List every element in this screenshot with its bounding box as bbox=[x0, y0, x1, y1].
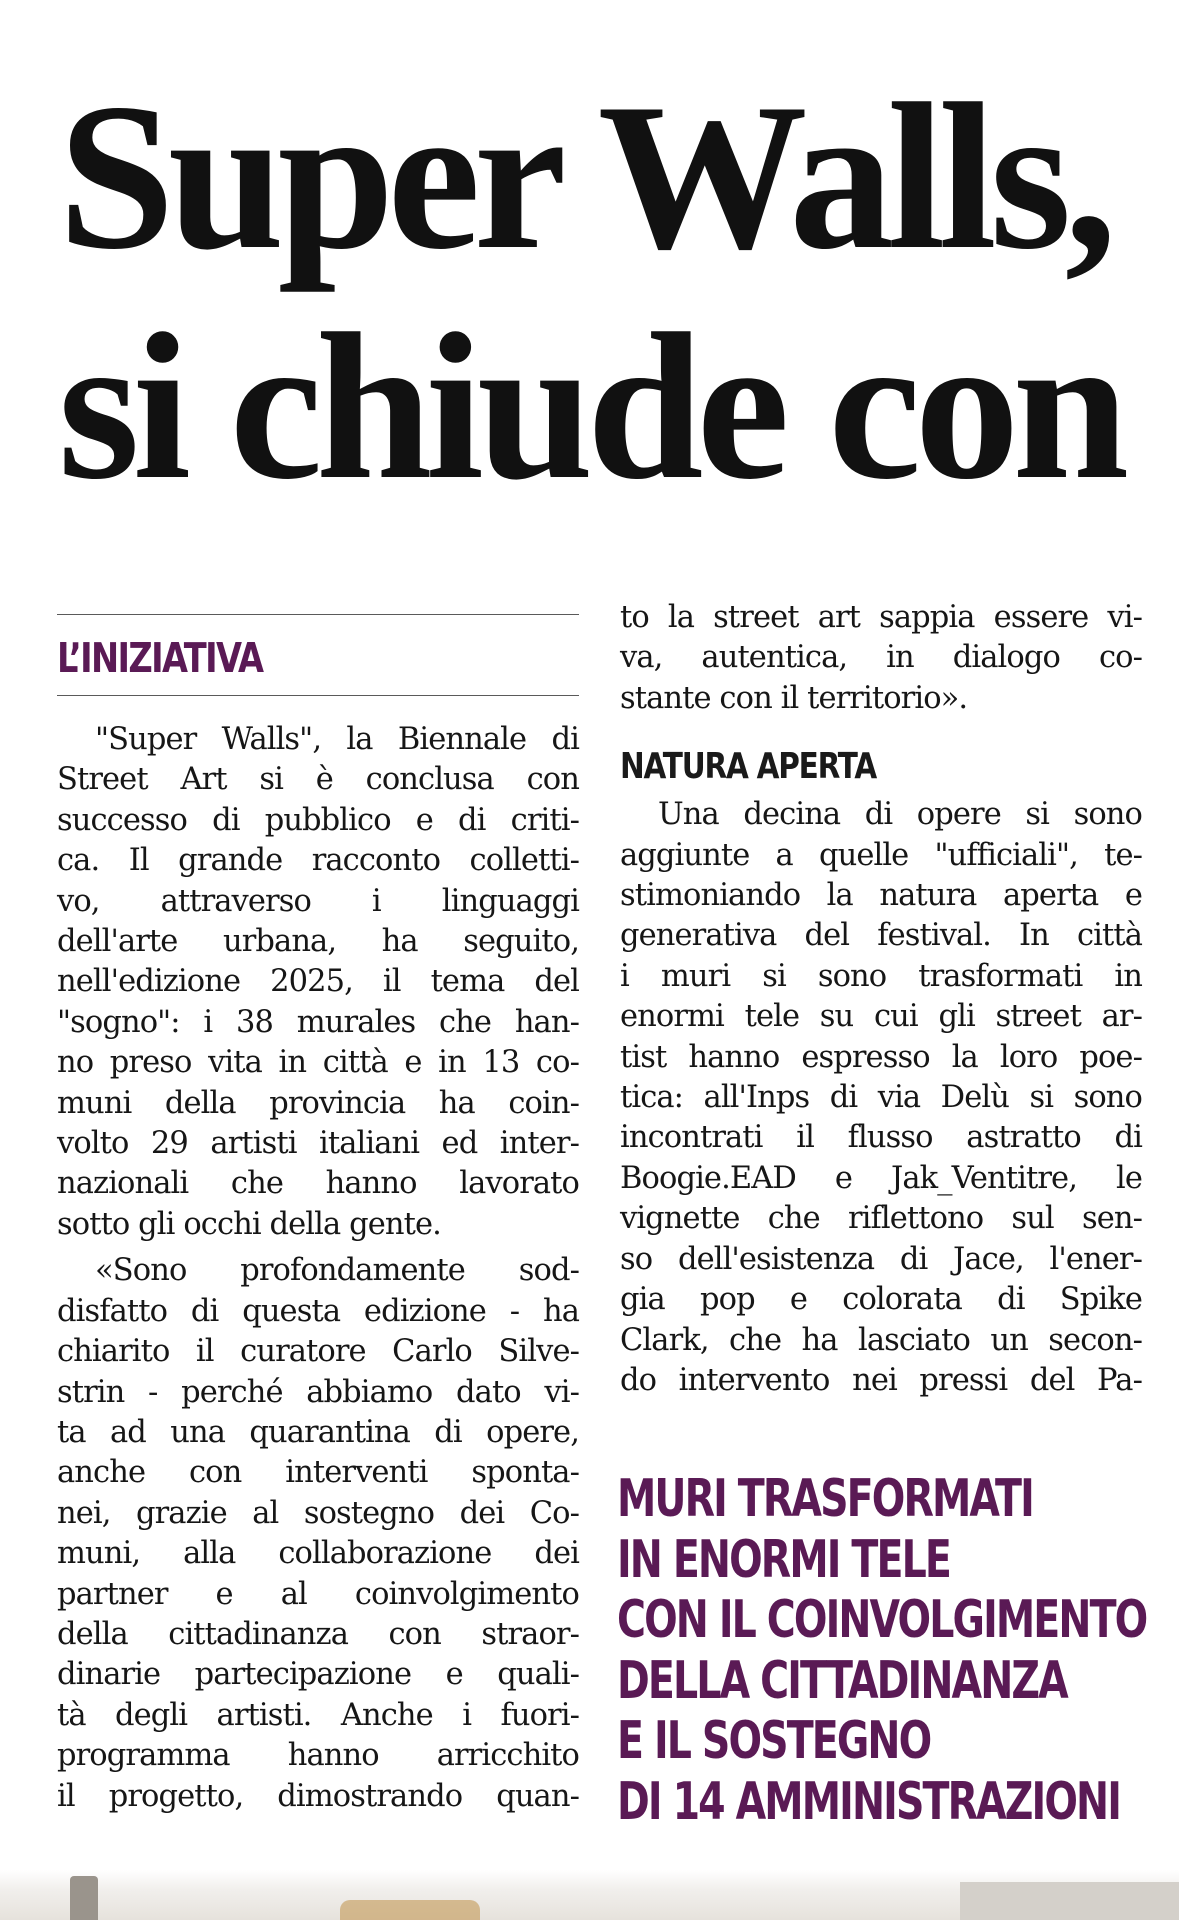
text-line: nell'edizione 2025, il tema del bbox=[57, 964, 579, 1000]
text-line: chiarito il curatore Carlo Silve- bbox=[57, 1334, 579, 1370]
text-line: enormi tele su cui gli street ar- bbox=[620, 999, 1142, 1035]
text-line: no preso vita in città e in 13 co- bbox=[57, 1045, 579, 1081]
text-line: anche con interventi sponta- bbox=[57, 1455, 579, 1491]
text-line: nazionali che hanno lavorato bbox=[57, 1166, 579, 1202]
text-line: i muri si sono trasformati in bbox=[620, 958, 1142, 994]
text-line: vo, attraverso i linguaggi bbox=[57, 883, 579, 919]
pull-quote bbox=[617, 1469, 1177, 1832]
text-line: disfatto di questa edizione - ha bbox=[57, 1293, 579, 1329]
section-rule-top bbox=[57, 614, 579, 615]
text-line: ta ad una quarantina di opere, bbox=[57, 1414, 579, 1450]
text-line: Boogie.EAD e Jak_Ventitre, le bbox=[620, 1160, 1142, 1196]
text-line: volto 29 artisti italiani ed inter- bbox=[57, 1126, 579, 1162]
text-line: ca. Il grande racconto colletti- bbox=[57, 843, 579, 879]
text-line: tica: all'Inps di via Delù si sono bbox=[620, 1080, 1142, 1116]
text-line: va, autentica, in dialogo co- bbox=[620, 640, 1142, 676]
photo-detail-wall bbox=[960, 1882, 1179, 1920]
paragraph-1 bbox=[57, 720, 579, 1245]
text-line: stimoniando la natura aperta e bbox=[620, 878, 1142, 914]
text-line: muni della provincia ha coin- bbox=[57, 1085, 579, 1121]
text-line: dinarie partecipazione e quali- bbox=[57, 1657, 579, 1693]
text-line: vignette che riflettono sul sen- bbox=[620, 1201, 1142, 1237]
subhead-natura-aperta: NATURA APERTA bbox=[620, 746, 876, 788]
text-line: partner e al coinvolgimento bbox=[57, 1576, 579, 1612]
text-line: aggiunte a quelle "ufficiali", te- bbox=[620, 837, 1142, 873]
text-line: successo di pubblico e di criti- bbox=[57, 802, 579, 838]
text-line: DELLA CITTADINANZA bbox=[617, 1650, 1067, 1711]
text-line: stante con il territorio». bbox=[620, 680, 968, 716]
photo-detail-post bbox=[70, 1876, 98, 1920]
text-line: generativa del festival. In città bbox=[620, 918, 1142, 954]
text-line: do intervento nei pressi del Pa- bbox=[620, 1362, 1142, 1398]
text-line: IN ENORMI TELE bbox=[617, 1529, 950, 1590]
article-headline bbox=[58, 62, 1179, 522]
text-line: sotto gli occhi della gente. bbox=[57, 1206, 441, 1242]
text-line: Clark, che ha lasciato un secon- bbox=[620, 1322, 1142, 1358]
text-line: della cittadinanza con straor- bbox=[57, 1616, 579, 1652]
text-line: «Sono profondamente sod- bbox=[95, 1253, 579, 1289]
text-line: E IL SOSTEGNO bbox=[617, 1711, 931, 1771]
paragraph-2 bbox=[57, 1251, 579, 1817]
text-line: "sogno": i 38 murales che han- bbox=[57, 1004, 579, 1040]
text-line: nei, grazie al sostegno dei Co- bbox=[57, 1495, 579, 1531]
text-line: so dell'esistenza di Jace, l'ener- bbox=[620, 1241, 1142, 1277]
text-line: strin - perché abbiamo dato vi- bbox=[57, 1374, 579, 1410]
headline-line-1: Super Walls, bbox=[58, 61, 1111, 293]
text-line: il progetto, dimostrando quan- bbox=[57, 1778, 579, 1814]
text-line: "Super Walls", la Biennale di bbox=[95, 722, 579, 757]
text-line: MURI TRASFORMATI bbox=[617, 1469, 1033, 1529]
photo-detail-object bbox=[340, 1900, 480, 1920]
text-line: tà degli artisti. Anche i fuori- bbox=[57, 1697, 579, 1733]
paragraph-3 bbox=[620, 795, 1142, 1401]
right-column bbox=[620, 598, 1142, 1401]
text-line: Street Art si è conclusa con bbox=[57, 762, 579, 798]
left-column bbox=[57, 614, 579, 1817]
section-label: L’INIZIATIVA bbox=[57, 634, 263, 682]
text-line: Una decina di opere si sono bbox=[658, 797, 1142, 833]
text-line: tist hanno espresso la loro poe- bbox=[620, 1039, 1142, 1075]
text-line: gia pop e colorata di Spike bbox=[620, 1282, 1142, 1318]
text-line: to la street art sappia essere vi- bbox=[620, 600, 1142, 635]
text-line: DI 14 AMMINISTRAZIONI bbox=[617, 1771, 1121, 1832]
text-line: dell'arte urbana, ha seguito, bbox=[57, 924, 579, 960]
text-line: CON IL COINVOLGIMENTO bbox=[617, 1590, 1147, 1650]
paragraph-continuation bbox=[620, 598, 1142, 719]
headline-line-2: si chiude con bbox=[58, 291, 1123, 523]
photo-edge bbox=[0, 1870, 1179, 1920]
text-line: programma hanno arricchito bbox=[57, 1738, 579, 1774]
text-line: muni, alla collaborazione dei bbox=[57, 1536, 579, 1572]
text-line: incontrati il flusso astratto di bbox=[620, 1120, 1142, 1156]
